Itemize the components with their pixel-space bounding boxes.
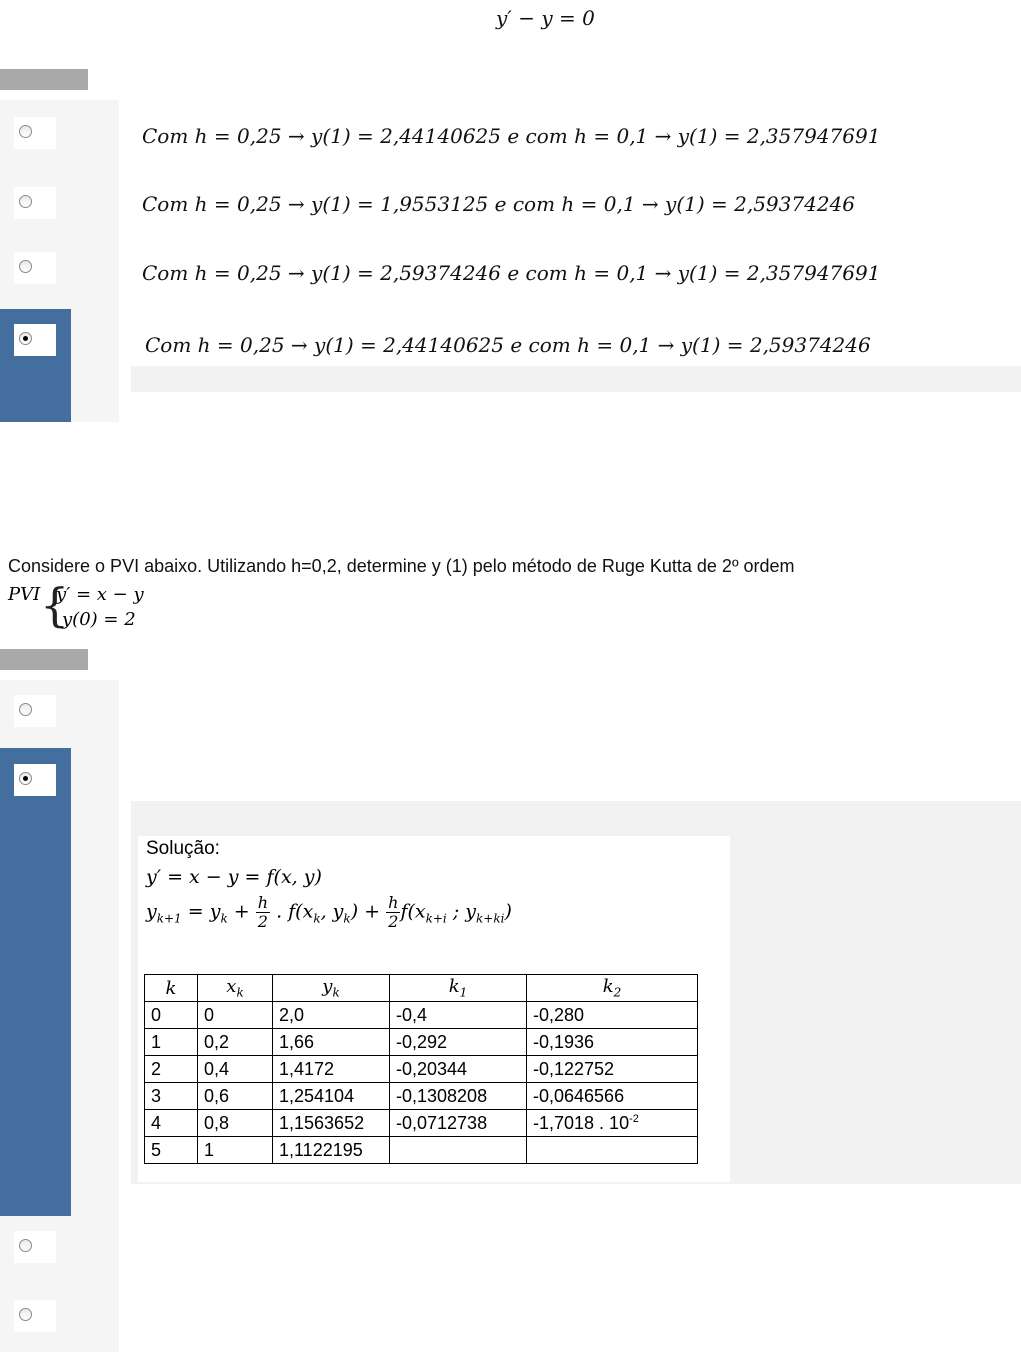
table-cell: 4 xyxy=(145,1110,198,1137)
question1-option-1-radio-box[interactable] xyxy=(14,117,56,149)
table-header: $k_1$ xyxy=(390,975,527,1002)
question2-prompt: Considere o PVI abaixo. Utilizando h=0,2, determine y (1) pelo método de Ruge Kutta de 2º ordem xyxy=(8,556,795,576)
table-cell: 1,254104 xyxy=(273,1083,390,1110)
table-header: $k_2$ xyxy=(527,975,698,1002)
radio-icon[interactable] xyxy=(19,1239,32,1252)
table-row xyxy=(145,1056,698,1083)
table-header-row xyxy=(145,975,698,1002)
table-cell: 0,2 xyxy=(198,1029,273,1056)
solution-equation-2: $y_{k+1} = y_k$ + $\frac{h}{2}$ . $f(x_k$, $y_k$) + $\frac{h}{2}$ $f(x_{k+i}$ ; $y_{k+ki}$) xyxy=(146,893,512,931)
runge-kutta-table xyxy=(144,974,698,1164)
question1-option-1-text: Com h = 0,25 → y(1) = 2,44140625 e com h = 0,1 → y(1) = 2,357947691 xyxy=(142,124,881,148)
radio-checked-icon[interactable] xyxy=(19,772,32,785)
table-header: $x_k$ xyxy=(198,975,273,1002)
question2-option-4-radio-box[interactable] xyxy=(14,1300,56,1332)
table-cell: -0,0646566 xyxy=(527,1083,698,1110)
question1-feedback-panel xyxy=(131,366,1021,392)
table-cell: 2,0 xyxy=(273,1002,390,1029)
table-cell: -0,0712738 xyxy=(390,1110,527,1137)
pvi-equation: y′ = x − y xyxy=(56,584,144,605)
table-cell: 1 xyxy=(198,1137,273,1164)
radio-icon[interactable] xyxy=(19,195,32,208)
question2-selected-highlight xyxy=(0,748,71,1216)
question2-header-bar xyxy=(0,649,88,670)
table-cell: 1,1122195 xyxy=(273,1137,390,1164)
table-cell: 0,6 xyxy=(198,1083,273,1110)
pvi-brace-icon: { xyxy=(40,578,70,632)
question2-option-1-radio-box[interactable] xyxy=(14,695,56,727)
radio-icon[interactable] xyxy=(19,703,32,716)
question2-option-2-radio-box[interactable] xyxy=(14,764,56,796)
top-equation: y′ − y = 0 xyxy=(496,6,595,30)
table-row xyxy=(145,1110,698,1137)
table-cell: 0,8 xyxy=(198,1110,273,1137)
table-cell: 1,4172 xyxy=(273,1056,390,1083)
table-cell: 3 xyxy=(145,1083,198,1110)
question1-option-4-radio-box[interactable] xyxy=(14,324,56,356)
table-cell: -0,122752 xyxy=(527,1056,698,1083)
table-cell: -0,292 xyxy=(390,1029,527,1056)
table-cell: 5 xyxy=(145,1137,198,1164)
table-row xyxy=(145,1002,698,1029)
question1-option-2-radio-box[interactable] xyxy=(14,187,56,219)
table-row xyxy=(145,1083,698,1110)
table-cell xyxy=(527,1137,698,1164)
question1-header-bar xyxy=(0,69,88,90)
table-cell: -0,4 xyxy=(390,1002,527,1029)
table-cell: -1,7018 . $10^{-2}$ xyxy=(527,1110,698,1137)
table-cell: 1,66 xyxy=(273,1029,390,1056)
table-cell: 0,4 xyxy=(198,1056,273,1083)
question2-option-3-radio-box[interactable] xyxy=(14,1231,56,1263)
table-cell: 1 xyxy=(145,1029,198,1056)
radio-icon[interactable] xyxy=(19,125,32,138)
table-cell xyxy=(390,1137,527,1164)
radio-icon[interactable] xyxy=(19,1308,32,1321)
radio-checked-icon[interactable] xyxy=(19,332,32,345)
solution-box xyxy=(138,836,730,1182)
table-header: k xyxy=(145,975,198,1002)
table-cell: 1,1563652 xyxy=(273,1110,390,1137)
table-cell: -0,280 xyxy=(527,1002,698,1029)
table-cell: -0,1936 xyxy=(527,1029,698,1056)
table-cell: 0 xyxy=(198,1002,273,1029)
question1-option-2-text: Com h = 0,25 → y(1) = 1,9553125 e com h = 0,1 → y(1) = 2,59374246 xyxy=(142,192,856,216)
question1-option-4-text: Com h = 0,25 → y(1) = 2,44140625 e com h = 0,1 → y(1) = 2,59374246 xyxy=(145,333,871,357)
pvi-initial-condition: y(0) = 2 xyxy=(62,609,136,630)
table-cell: -0,20344 xyxy=(390,1056,527,1083)
table-cell: 0 xyxy=(145,1002,198,1029)
pvi-label: PVI xyxy=(8,584,41,605)
radio-icon[interactable] xyxy=(19,260,32,273)
solution-title: Solução: xyxy=(146,838,220,859)
table-cell: 2 xyxy=(145,1056,198,1083)
table-header: $y_k$ xyxy=(273,975,390,1002)
table-cell: -0,1308208 xyxy=(390,1083,527,1110)
question1-option-3-radio-box[interactable] xyxy=(14,252,56,284)
question1-option-3-text: Com h = 0,25 → y(1) = 2,59374246 e com h = 0,1 → y(1) = 2,357947691 xyxy=(142,261,881,285)
table-row xyxy=(145,1029,698,1056)
solution-equation-1: y′ = x − y = f(x, y) xyxy=(146,866,322,888)
table-row xyxy=(145,1137,698,1164)
